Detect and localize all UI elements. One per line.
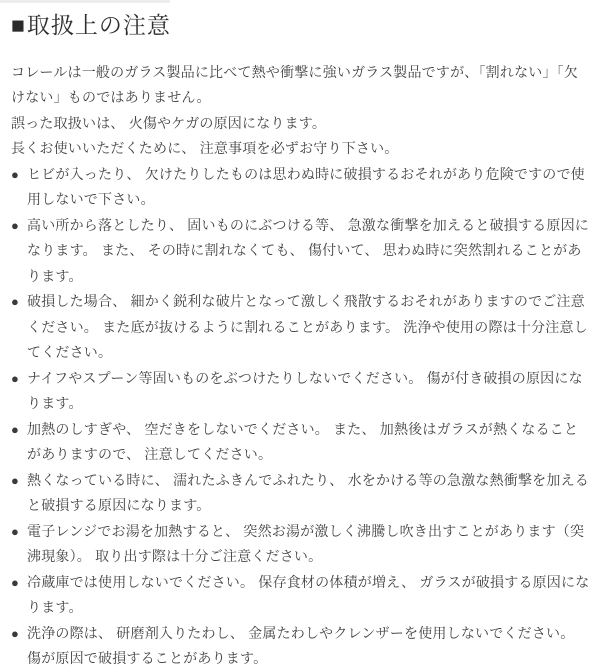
caution-item (11, 570, 590, 621)
page-title (11, 12, 590, 40)
intro-paragraphs (11, 60, 590, 162)
caution-text: 高い所から落としたり、 固いものにぶつける等、 急激な衝撃を加えると破損する原因になります。 また、 その時に割れなくても、 傷付いて、 思わぬ時に突然割れることがあります。 (27, 216, 589, 284)
caution-text: 加熱のしすぎや、 空だきをしないでください。 また、 加熱後はガラスが熱くなることがありますので、 注意してください。 (27, 420, 579, 463)
caution-item (11, 366, 590, 417)
intro-paragraph: 長くお使いいただくために、 注意事項を必ずお守り下さい。 (11, 140, 399, 157)
bullet-icon: ● (11, 523, 20, 539)
caution-text: 洗浄の際は、 研磨剤入りたわし、 金属たわしやクレンザーを使用しないでください。 傷が原因で破損することがあります。 (27, 624, 575, 667)
intro-paragraph: コレールは一般のガラス製品に比べて熱や衝撃に強いガラス製品ですが、「割れない」「欠けない」ものではありません。 (11, 63, 579, 106)
caution-text: 熱くなっている時に、 濡れたふきんでふれたり、 水をかける等の急激な熱衝撃を加えると破損する原因になります。 (27, 471, 589, 514)
page-title-text: 取扱上の注意 (26, 12, 171, 38)
bullet-icon: ● (11, 166, 20, 182)
intro-paragraph: 誤った取扱いは、 火傷やケガの原因になります。 (11, 114, 327, 131)
bullet-icon: ● (11, 472, 20, 488)
caution-item (11, 519, 590, 570)
caution-text: 破損した場合、 細かく鋭利な破片となって激しく飛散するおそれがありますのでご注意ください。 また底が抜けるように割れることがあります。 洗浄や使用の際は十分注意してください。 (27, 293, 588, 361)
bullet-icon: ● (11, 421, 20, 437)
caution-text: 冷蔵庫では使用しないでください。 保存食材の体積が増え、 ガラスが破損する原因になります。 (27, 573, 590, 616)
bullet-icon: ● (11, 294, 20, 310)
caution-item (11, 417, 590, 468)
bullet-icon: ● (11, 217, 20, 233)
top-edge-artifact (0, 0, 170, 3)
caution-item (11, 213, 590, 290)
caution-item (11, 289, 590, 366)
caution-item (11, 162, 590, 213)
caution-item (11, 621, 590, 672)
caution-text: ナイフやスプーン等固いものをぶつけたりしないでください。 傷が付き破損の原因になります。 (27, 369, 583, 412)
caution-text: 電子レンジでお湯を加熱すると、 突然お湯が激しく沸騰し吹き出すことがあります（突沸現象）。 取り出す際は十分ご注意ください。 (27, 522, 585, 565)
bullet-icon: ● (11, 370, 20, 386)
caution-list (11, 162, 590, 672)
square-marker-icon: ■ (11, 12, 26, 38)
bullet-icon: ● (11, 625, 20, 641)
caution-item (11, 468, 590, 519)
caution-text: ヒビが入ったり、 欠けたりしたものは思わぬ時に破損するおそれがあり危険ですので使用しないで下さい。 (27, 165, 585, 208)
bullet-icon: ● (11, 574, 20, 590)
